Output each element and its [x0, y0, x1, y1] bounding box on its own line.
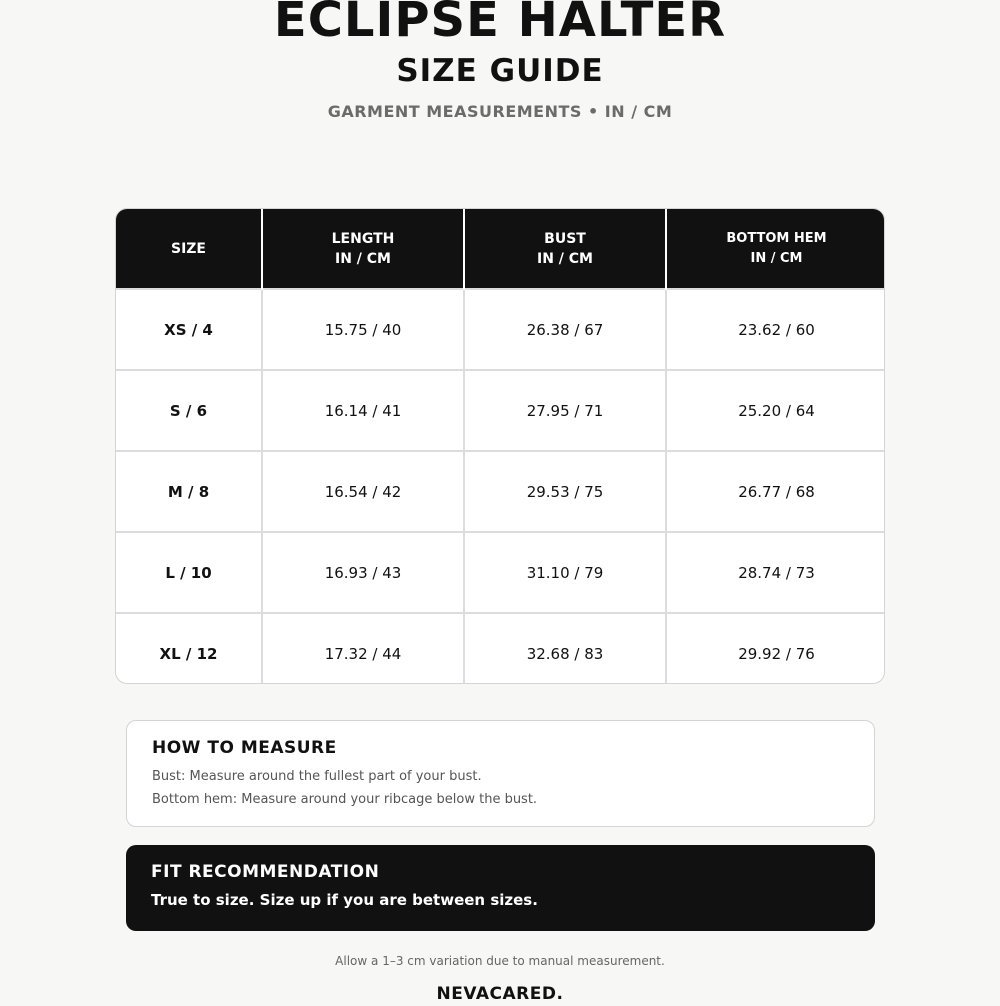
size-chart [115, 208, 885, 684]
bust-cell: 27.95 / 71 [464, 370, 666, 451]
bottom-hem-cell: 29.92 / 76 [666, 613, 885, 684]
column-header-bottom-hem [666, 209, 885, 289]
how-to-measure-title: HOW TO MEASURE [152, 738, 337, 758]
measurement-disclaimer: Allow a 1–3 cm variation due to manual measurement. [335, 954, 665, 968]
page-tagline: GARMENT MEASUREMENTS • IN / CM [327, 102, 673, 121]
column-header-unit: IN / CM [750, 250, 803, 266]
column-header-unit: IN / CM [335, 250, 391, 267]
bust-cell: 29.53 / 75 [464, 451, 666, 532]
brand-name: NEVACARED. [436, 984, 564, 1004]
table-row [116, 289, 885, 370]
size-cell: M / 8 [116, 451, 262, 532]
bottom-hem-cell: 26.77 / 68 [666, 451, 885, 532]
column-header-size [116, 209, 262, 289]
table-row [116, 451, 885, 532]
column-header-bust [464, 209, 666, 289]
length-cell: 15.75 / 40 [262, 289, 464, 370]
bust-cell: 32.68 / 83 [464, 613, 666, 684]
bottom-hem-instruction: Bottom hem: Measure around your ribcage below the bust. [152, 792, 538, 807]
table-row [116, 370, 885, 451]
page-title: ECLIPSE HALTER [273, 0, 727, 48]
length-cell: 17.32 / 44 [262, 613, 464, 684]
length-cell: 16.54 / 42 [262, 451, 464, 532]
column-header-label: LENGTH [331, 230, 395, 247]
size-cell: L / 10 [116, 532, 262, 613]
size-cell: XL / 12 [116, 613, 262, 684]
bust-cell: 26.38 / 67 [464, 289, 666, 370]
fit-recommendation-text: True to size. Size up if you are between sizes. [151, 891, 538, 909]
bottom-hem-cell: 25.20 / 64 [666, 370, 885, 451]
bust-cell: 31.10 / 79 [464, 532, 666, 613]
bottom-hem-cell: 28.74 / 73 [666, 532, 885, 613]
size-table [116, 209, 885, 684]
column-header-label: SIZE [170, 240, 206, 257]
bust-instruction: Bust: Measure around the fullest part of your bust. [152, 769, 482, 784]
size-cell: XS / 4 [116, 289, 262, 370]
table-header-row [116, 209, 885, 289]
fit-recommendation-panel [126, 845, 875, 931]
length-cell: 16.14 / 41 [262, 370, 464, 451]
bottom-hem-cell: 23.62 / 60 [666, 289, 885, 370]
page-subtitle: SIZE GUIDE [396, 53, 604, 89]
length-cell: 16.93 / 43 [262, 532, 464, 613]
column-header-unit: IN / CM [537, 250, 593, 267]
column-header-label: BUST [544, 230, 586, 247]
how-to-measure-panel [126, 720, 875, 827]
table-row [116, 613, 885, 684]
fit-recommendation-title: FIT RECOMMENDATION [151, 862, 380, 882]
size-cell: S / 6 [116, 370, 262, 451]
table-row [116, 532, 885, 613]
column-header-length [262, 209, 464, 289]
column-header-label: BOTTOM HEM [726, 230, 827, 246]
